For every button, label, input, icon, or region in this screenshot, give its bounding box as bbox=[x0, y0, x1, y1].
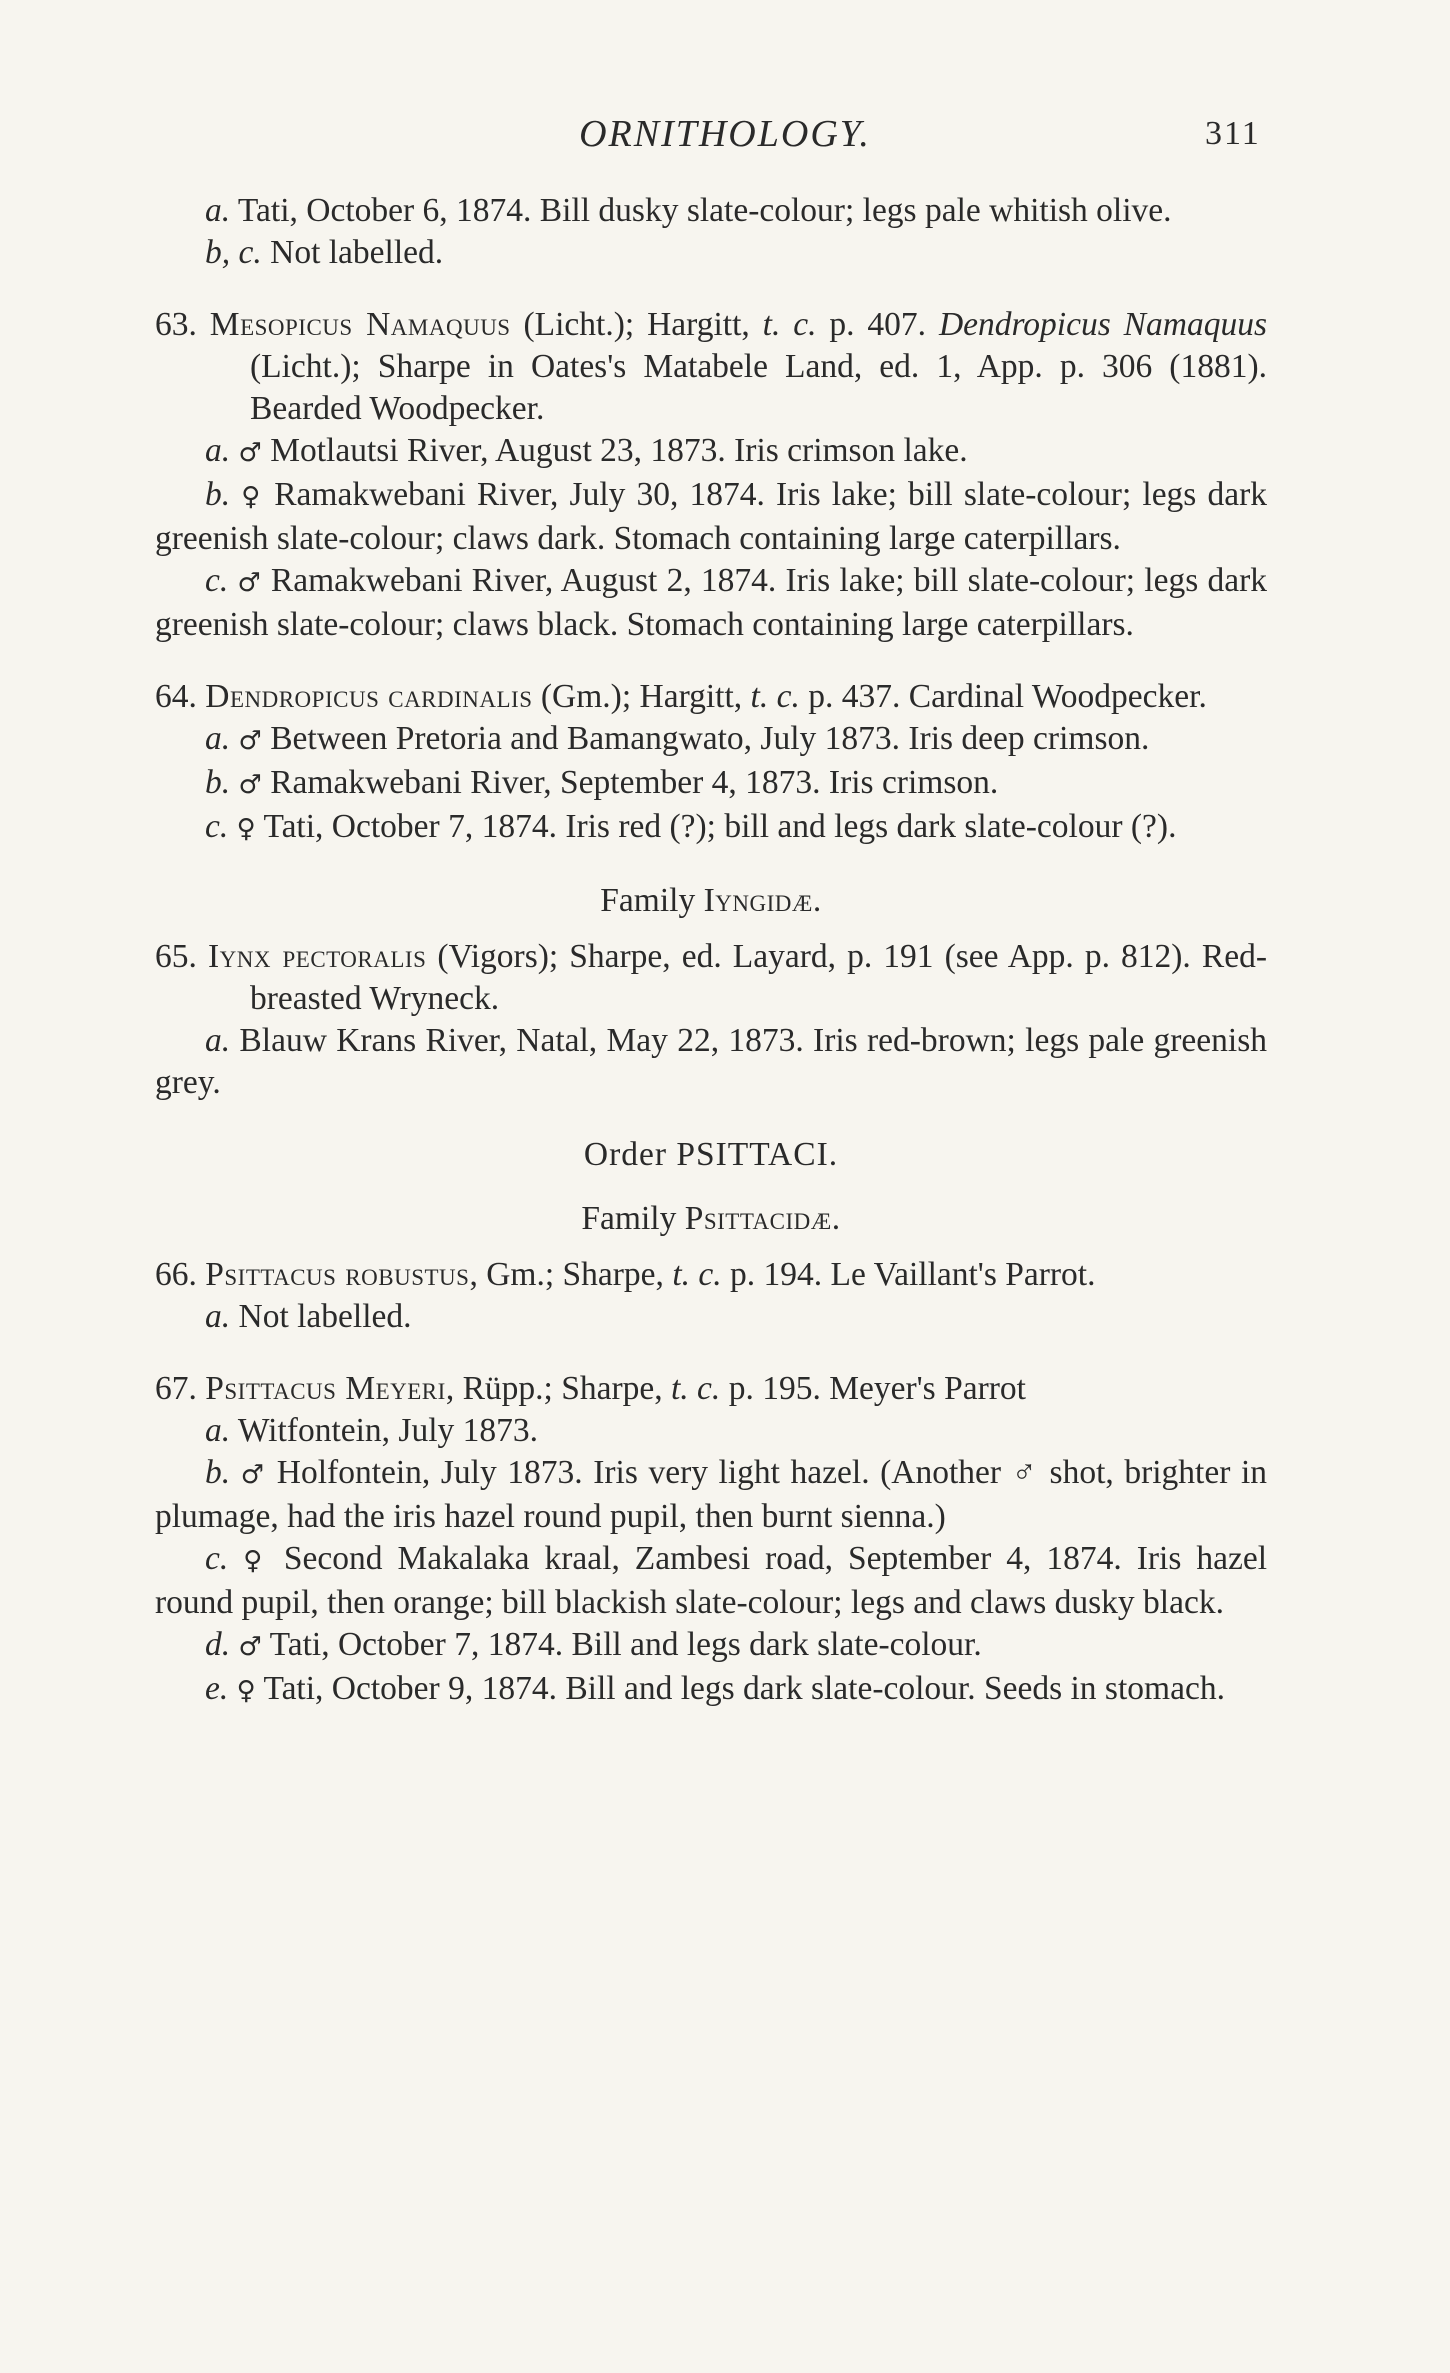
family-name: Psittacidæ. bbox=[684, 1200, 841, 1237]
male-symbol-icon: ♂ bbox=[240, 1460, 267, 1490]
entry-64 bbox=[155, 676, 1267, 718]
specimen-67c bbox=[155, 1538, 1267, 1624]
specimen-65a bbox=[155, 1020, 1267, 1104]
specimen-label: d. bbox=[205, 1626, 231, 1663]
specimen-label: a. bbox=[205, 1412, 231, 1449]
order-heading: Order PSITTACI. bbox=[583, 1136, 839, 1173]
specimen-text: Tati, October 9, 1874. Bill and legs dark slate-colour. Seeds in stomach. bbox=[255, 1670, 1225, 1707]
specimen-text: Second Makalaka kraal, Zambesi road, September 4, 1874. Iris hazel round pupil, then orange; bill blackish slate-colour; legs and claws dusky black. bbox=[155, 1540, 1268, 1621]
entry-text: p. 195. Meyer's Parrot bbox=[720, 1370, 1026, 1407]
entry-number: 63. bbox=[155, 306, 210, 343]
specimen-text: Tati, October 7, 1874. Iris red (?); bill and legs dark slate-colour (?). bbox=[255, 808, 1177, 845]
entry-text: p. 437. Cardinal Woodpecker. bbox=[799, 678, 1207, 715]
male-symbol-icon: ♂ bbox=[238, 770, 262, 800]
entry-text: , Gm.; Sharpe, bbox=[469, 1256, 673, 1293]
citation-abbrev: t. c. bbox=[762, 306, 817, 343]
paragraph-62a bbox=[155, 190, 1267, 232]
specimen-text: Witfontein, July 1873. bbox=[230, 1412, 539, 1449]
family-heading-psittacidae bbox=[155, 1198, 1267, 1240]
entry-67 bbox=[155, 1368, 1267, 1410]
specimen-text: Ramakwebani River, August 2, 1874. Iris lake; bill slate-colour; legs dark greenish slate-colour; claws black. Stomach containing large caterpillars. bbox=[155, 562, 1268, 643]
female-symbol-icon: ♀ bbox=[243, 1546, 269, 1576]
specimen-text: Tati, October 7, 1874. Bill and legs dark slate-colour. bbox=[261, 1626, 982, 1663]
specimen-label: a. bbox=[205, 1298, 231, 1335]
specimen-text: Ramakwebani River, July 30, 1874. Iris lake; bill slate-colour; legs dark greenish slate-colour; claws dark. Stomach containing large caterpillars. bbox=[155, 476, 1267, 557]
male-symbol-icon: ♂ bbox=[238, 1632, 262, 1662]
specimen-text: Holfontein, July 1873. Iris very light hazel. (Another ♂ shot, brighter in plumage, had the iris hazel round pupil, then burnt sienna.) bbox=[155, 1454, 1268, 1535]
entry-text: p. 194. Le Vaillant's Parrot. bbox=[721, 1256, 1096, 1293]
specimen-63c bbox=[155, 560, 1267, 646]
entry-number: 64. bbox=[155, 678, 206, 715]
specimen-label: b. bbox=[205, 1454, 231, 1491]
entry-number: 65. bbox=[155, 938, 208, 975]
entry-66 bbox=[155, 1254, 1267, 1296]
citation-abbrev: t. c. bbox=[750, 678, 800, 715]
entry-text: p. 407. bbox=[816, 306, 939, 343]
specimen-text: Motlautsi River, August 23, 1873. Iris crimson lake. bbox=[261, 432, 968, 469]
specimen-label: c. bbox=[205, 808, 229, 845]
specimen-text: Not labelled. bbox=[261, 234, 444, 271]
specimen-text: Tati, October 6, 1874. Bill dusky slate-colour; legs pale whitish olive. bbox=[230, 192, 1172, 229]
page-body bbox=[155, 190, 1267, 1712]
family-heading-iyngidae bbox=[155, 880, 1267, 922]
specimen-66a bbox=[155, 1296, 1267, 1338]
running-head: ORNITHOLOGY. bbox=[579, 113, 871, 155]
specimen-64a bbox=[155, 718, 1267, 762]
female-symbol-icon: ♀ bbox=[236, 814, 256, 844]
entry-text: (Gm.); Hargitt, bbox=[532, 678, 751, 715]
family-name: Iyngidæ. bbox=[703, 882, 822, 919]
specimen-63b bbox=[155, 474, 1267, 560]
specimen-label: c. bbox=[205, 1540, 229, 1577]
female-symbol-icon: ♀ bbox=[236, 1676, 256, 1706]
specimen-label: a. bbox=[205, 1022, 231, 1059]
specimen-67b bbox=[155, 1452, 1267, 1538]
specimen-label: c. bbox=[205, 562, 229, 599]
species-name: Mesopicus Namaquus bbox=[209, 306, 511, 343]
species-name: Psittacus robustus bbox=[205, 1256, 470, 1293]
entry-text: , Rüpp.; Sharpe, bbox=[445, 1370, 671, 1407]
paragraph-62bc bbox=[155, 232, 1267, 274]
male-symbol-icon: ♂ bbox=[237, 568, 262, 598]
entry-text: (Licht.); Hargitt, bbox=[510, 306, 763, 343]
page-number: 311 bbox=[1205, 115, 1261, 152]
citation-abbrev: t. c. bbox=[671, 1370, 721, 1407]
specimen-label: a. bbox=[205, 432, 231, 469]
species-name: Iynx pectoralis bbox=[207, 938, 427, 975]
entry-text: (Licht.); Sharpe in Oates's Matabele Land, ed. 1, App. p. 306 (1881). Bearded Woodpecker. bbox=[250, 348, 1267, 427]
entry-text: (Vigors); Sharpe, ed. Layard, p. 191 (see App. p. 812). Red-breasted Wryneck. bbox=[250, 938, 1267, 1017]
entry-63 bbox=[155, 304, 1267, 430]
specimen-label: b. bbox=[205, 476, 231, 513]
specimen-67d bbox=[155, 1624, 1267, 1668]
species-name: Dendropicus cardinalis bbox=[205, 678, 533, 715]
entry-number: 66. bbox=[155, 1256, 206, 1293]
specimen-label: e. bbox=[205, 1670, 229, 1707]
specimen-label: a. bbox=[205, 720, 231, 757]
synonym-name: Dendropicus Namaquus bbox=[938, 306, 1267, 343]
specimen-label: a. bbox=[205, 192, 231, 229]
male-symbol-icon: ♂ bbox=[238, 726, 262, 756]
specimen-text: Ramakwebani River, September 4, 1873. Iris crimson. bbox=[261, 764, 999, 801]
specimen-67e bbox=[155, 1668, 1267, 1712]
specimen-64c bbox=[155, 806, 1267, 850]
specimen-text: Not labelled. bbox=[230, 1298, 412, 1335]
family-prefix: Family bbox=[581, 1200, 685, 1237]
specimen-64b bbox=[155, 762, 1267, 806]
family-prefix: Family bbox=[600, 882, 704, 919]
citation-abbrev: t. c. bbox=[672, 1256, 722, 1293]
male-symbol-icon: ♂ bbox=[238, 438, 262, 468]
species-name: Psittacus Meyeri bbox=[205, 1370, 446, 1407]
specimen-63a bbox=[155, 430, 1267, 474]
entry-65 bbox=[155, 936, 1267, 1020]
entry-number: 67. bbox=[155, 1370, 206, 1407]
specimen-text: Between Pretoria and Bamangwato, July 1873. Iris deep crimson. bbox=[261, 720, 1150, 757]
specimen-label: b. bbox=[205, 764, 231, 801]
specimen-text: Blauw Krans River, Natal, May 22, 1873. Iris red-brown; legs pale greenish grey. bbox=[155, 1022, 1267, 1101]
specimen-label: b, c. bbox=[205, 234, 262, 271]
specimen-67a bbox=[155, 1410, 1267, 1452]
female-symbol-icon: ♀ bbox=[241, 482, 264, 512]
